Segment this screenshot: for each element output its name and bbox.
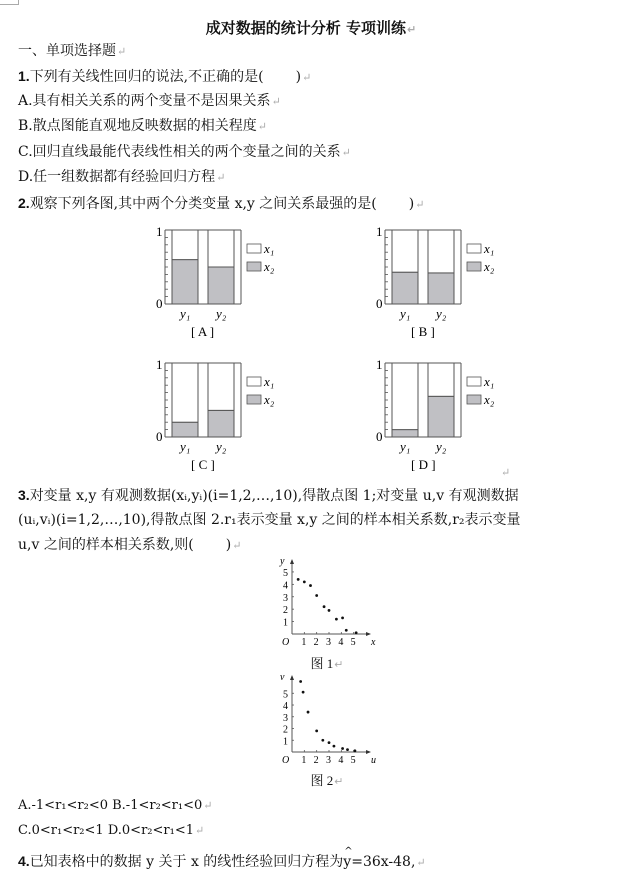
q3-line-1 <box>18 486 519 505</box>
bar-segment-x₂ <box>208 410 234 437</box>
scatter-svg <box>278 672 378 766</box>
page-corner-mark <box>0 0 19 5</box>
y-tick-label: 4 <box>283 701 288 713</box>
bar-chart-svg <box>145 355 285 480</box>
legend-label: x₂ <box>484 259 495 274</box>
option-text: A.具有相关关系的两个变量不是因果关系 <box>18 93 271 109</box>
x-category-label: y₁ <box>400 306 411 321</box>
bar-chart-a <box>145 222 285 351</box>
return-mark: ↵ <box>257 120 267 133</box>
legend-swatch <box>247 377 261 386</box>
data-point <box>335 618 338 621</box>
bar-segment-x₁ <box>428 230 454 273</box>
scatter-figure-2 <box>278 672 378 770</box>
equation-text: =36x-48, <box>351 854 416 870</box>
q3-options-row-1 <box>18 797 213 815</box>
data-point <box>328 741 331 744</box>
y-tick-label: 3 <box>283 712 288 724</box>
return-mark: ↵ <box>501 466 511 479</box>
return-mark: ↵ <box>203 799 213 812</box>
title-text: 成对数据的统计分析 专项训练 <box>205 19 406 37</box>
return-mark: ↵ <box>302 71 312 84</box>
data-point <box>341 616 344 619</box>
bar-segment-x₂ <box>172 422 198 437</box>
y-tick-label: 1 <box>376 224 383 239</box>
y-axis-arrow <box>290 675 294 680</box>
x-tick-label: 2 <box>313 637 319 648</box>
bar-segment-x₁ <box>172 363 198 422</box>
q3-options-row-2 <box>18 822 204 840</box>
question-text: 观察下列各图,其中两个分类变量 x,y 之间关系最强的是( <box>29 196 377 212</box>
x-category-label: y₂ <box>436 306 447 321</box>
bar-segment-x₁ <box>428 363 454 396</box>
option-text: B.散点图能直观地反映数据的相关程度 <box>18 118 257 134</box>
q1-option-d <box>18 168 225 187</box>
x-category-label: y₂ <box>216 439 227 454</box>
y-axis-arrow <box>290 559 294 564</box>
return-mark: ↵ <box>407 23 417 36</box>
scatter-svg <box>278 556 378 648</box>
x-tick-label: 1 <box>301 755 307 766</box>
bar-segment-x₂ <box>392 430 418 437</box>
return-mark: ↵ <box>117 45 127 58</box>
y-tick-label: 5 <box>283 567 288 579</box>
data-point <box>341 747 344 750</box>
q3-line-3 <box>18 536 241 555</box>
page-title <box>0 17 622 38</box>
y-hat-symbol: ^ y <box>343 853 351 871</box>
legend-label: x₂ <box>264 259 275 274</box>
chart-label: [ C ] <box>191 457 215 472</box>
bar-segment-x₁ <box>208 363 234 410</box>
y-tick-label: 4 <box>283 580 288 592</box>
data-point <box>321 739 324 742</box>
x-tick-label: 2 <box>313 755 319 766</box>
origin-label: O <box>282 755 290 766</box>
question-number: 3. <box>18 487 30 503</box>
question-number: 1. <box>18 68 30 84</box>
x-axis-arrow <box>366 750 371 754</box>
legend-swatch <box>467 244 481 253</box>
return-mark: ↵ <box>194 824 205 837</box>
x-tick-label: 1 <box>301 637 307 648</box>
question-text: 已知表格中的数据 y 关于 x 的线性经验回归方程为 <box>29 854 344 870</box>
bar-segment-x₂ <box>428 273 454 304</box>
y-tick-label: 1 <box>283 617 288 629</box>
data-point <box>346 748 349 751</box>
question-number: 4. <box>18 853 30 869</box>
chart-label: [ A ] <box>191 324 215 339</box>
bar-chart-c <box>145 355 285 484</box>
y-tick-label: 0 <box>156 429 163 444</box>
y-axis-label: y <box>280 556 285 567</box>
figure-1-caption <box>297 653 357 672</box>
legend-label: x₂ <box>264 392 275 407</box>
scatter-figure-1 <box>278 556 378 652</box>
return-mark: ↵ <box>216 171 226 184</box>
return-mark: ↵ <box>341 146 351 159</box>
data-point <box>309 584 312 587</box>
q3-line-2 <box>18 511 521 529</box>
question-number: 2. <box>18 195 30 211</box>
y-tick-label: 5 <box>283 689 288 701</box>
data-point <box>345 629 348 632</box>
section-text: 一、单项选择题 <box>18 43 116 59</box>
question-close: ) <box>295 69 302 85</box>
bar-segment-x₂ <box>172 260 198 304</box>
bar-chart-d <box>365 355 505 484</box>
x-tick-label: 3 <box>326 637 331 648</box>
data-point <box>307 711 310 714</box>
bar-segment-x₁ <box>392 230 418 272</box>
return-mark: ↵ <box>334 776 344 788</box>
x-category-label: y₁ <box>180 439 191 454</box>
x-tick-label: 4 <box>338 637 344 648</box>
bar-segment-x₂ <box>392 272 418 304</box>
return-mark: ↵ <box>334 659 344 671</box>
q4-stem <box>18 852 426 872</box>
q2-stem <box>18 194 424 214</box>
data-point <box>299 680 302 683</box>
bar-segment-x₁ <box>392 363 418 430</box>
option-text: D.任一组数据都有经验回归方程 <box>18 169 216 185</box>
question-close: ) <box>408 196 415 212</box>
x-category-label: y₁ <box>400 439 411 454</box>
y-tick-label: 1 <box>156 224 163 239</box>
legend-swatch <box>247 244 261 253</box>
y-tick-label: 0 <box>156 296 163 311</box>
bar-chart-svg <box>145 222 285 347</box>
return-mark: ↵ <box>232 539 242 552</box>
legend-swatch <box>467 262 481 271</box>
bar-chart-b <box>365 222 505 351</box>
x-category-label: y₂ <box>436 439 447 454</box>
y-tick-label: 3 <box>283 592 288 604</box>
q1-option-c <box>18 143 351 162</box>
origin-label: O <box>282 637 290 648</box>
legend-swatch <box>247 395 261 404</box>
data-point <box>323 605 326 608</box>
option-text: C.0<r₁<r₂<1 D.0<r₂<r₁<1 <box>18 823 194 838</box>
legend-label: x₁ <box>264 374 275 389</box>
legend-label: x₁ <box>484 241 495 256</box>
bar-chart-svg <box>365 355 505 480</box>
y-axis-label: v <box>280 672 285 683</box>
legend-label: x₁ <box>484 374 495 389</box>
data-point <box>328 609 331 612</box>
data-point <box>315 594 318 597</box>
x-tick-label: 4 <box>338 755 344 766</box>
bar-chart-svg <box>365 222 505 347</box>
y-tick-label: 0 <box>376 429 383 444</box>
data-point <box>333 745 336 748</box>
data-point <box>315 729 318 732</box>
y-tick-label: 1 <box>283 736 288 748</box>
legend-label: x₂ <box>484 392 495 407</box>
x-tick-label: 3 <box>326 755 331 766</box>
x-category-label: y₁ <box>180 306 191 321</box>
y-tick-label: 1 <box>376 357 383 372</box>
legend-label: x₁ <box>264 241 275 256</box>
bar-segment-x₂ <box>208 267 234 304</box>
x-tick-label: 5 <box>350 637 356 648</box>
data-point <box>297 578 300 581</box>
data-point <box>303 580 306 583</box>
data-point <box>355 631 358 634</box>
legend-swatch <box>467 395 481 404</box>
option-text: C.回归直线最能代表线性相关的两个变量之间的关系 <box>18 144 341 160</box>
legend-swatch <box>247 262 261 271</box>
q1-stem <box>18 67 311 87</box>
y-tick-label: 1 <box>156 357 163 372</box>
bar-segment-x₁ <box>208 230 234 267</box>
q1-option-a <box>18 92 281 111</box>
caption-text: 图 2 <box>310 773 334 788</box>
chart-label: [ D ] <box>411 457 436 472</box>
question-text: 对变量 x,y 有观测数据(xᵢ,yᵢ)(i=1,2,…,10),得散点图 1;对变量 u,v 有观测数据 <box>29 488 519 504</box>
bar-segment-x₂ <box>428 396 454 437</box>
caption-text: 图 1 <box>310 656 334 671</box>
option-text: A.-1<r₁<r₂<0 B.-1<r₂<r₁<0 <box>18 798 203 813</box>
data-point <box>354 749 357 752</box>
x-axis-label: x <box>371 637 376 648</box>
return-mark: ↵ <box>415 198 425 211</box>
return-mark: ↵ <box>416 856 426 869</box>
return-mark: ↵ <box>271 95 281 108</box>
x-tick-label: 5 <box>350 755 356 766</box>
y-tick-label: 2 <box>283 724 288 736</box>
data-point <box>302 691 305 694</box>
question-text: 下列有关线性回归的说法,不正确的是( <box>29 69 264 85</box>
legend-swatch <box>467 377 481 386</box>
chart-label: [ B ] <box>411 324 435 339</box>
question-close: ) <box>225 537 232 553</box>
y-tick-label: 2 <box>283 605 288 617</box>
question-text: u,v 之间的样本相关系数,则( <box>18 537 194 553</box>
x-axis-arrow <box>366 632 371 636</box>
question-text: (uᵢ,vᵢ)(i=1,2,…,10),得散点图 2.r₁表示变量 x,y 之间的样本相关系数,r₂表示变量 <box>18 512 521 528</box>
x-category-label: y₂ <box>216 306 227 321</box>
bar-segment-x₁ <box>172 230 198 260</box>
x-axis-label: u <box>371 755 376 766</box>
figure-2-caption <box>297 770 357 789</box>
section-heading <box>18 42 126 61</box>
y-tick-label: 0 <box>376 296 383 311</box>
q1-option-b <box>18 117 267 136</box>
